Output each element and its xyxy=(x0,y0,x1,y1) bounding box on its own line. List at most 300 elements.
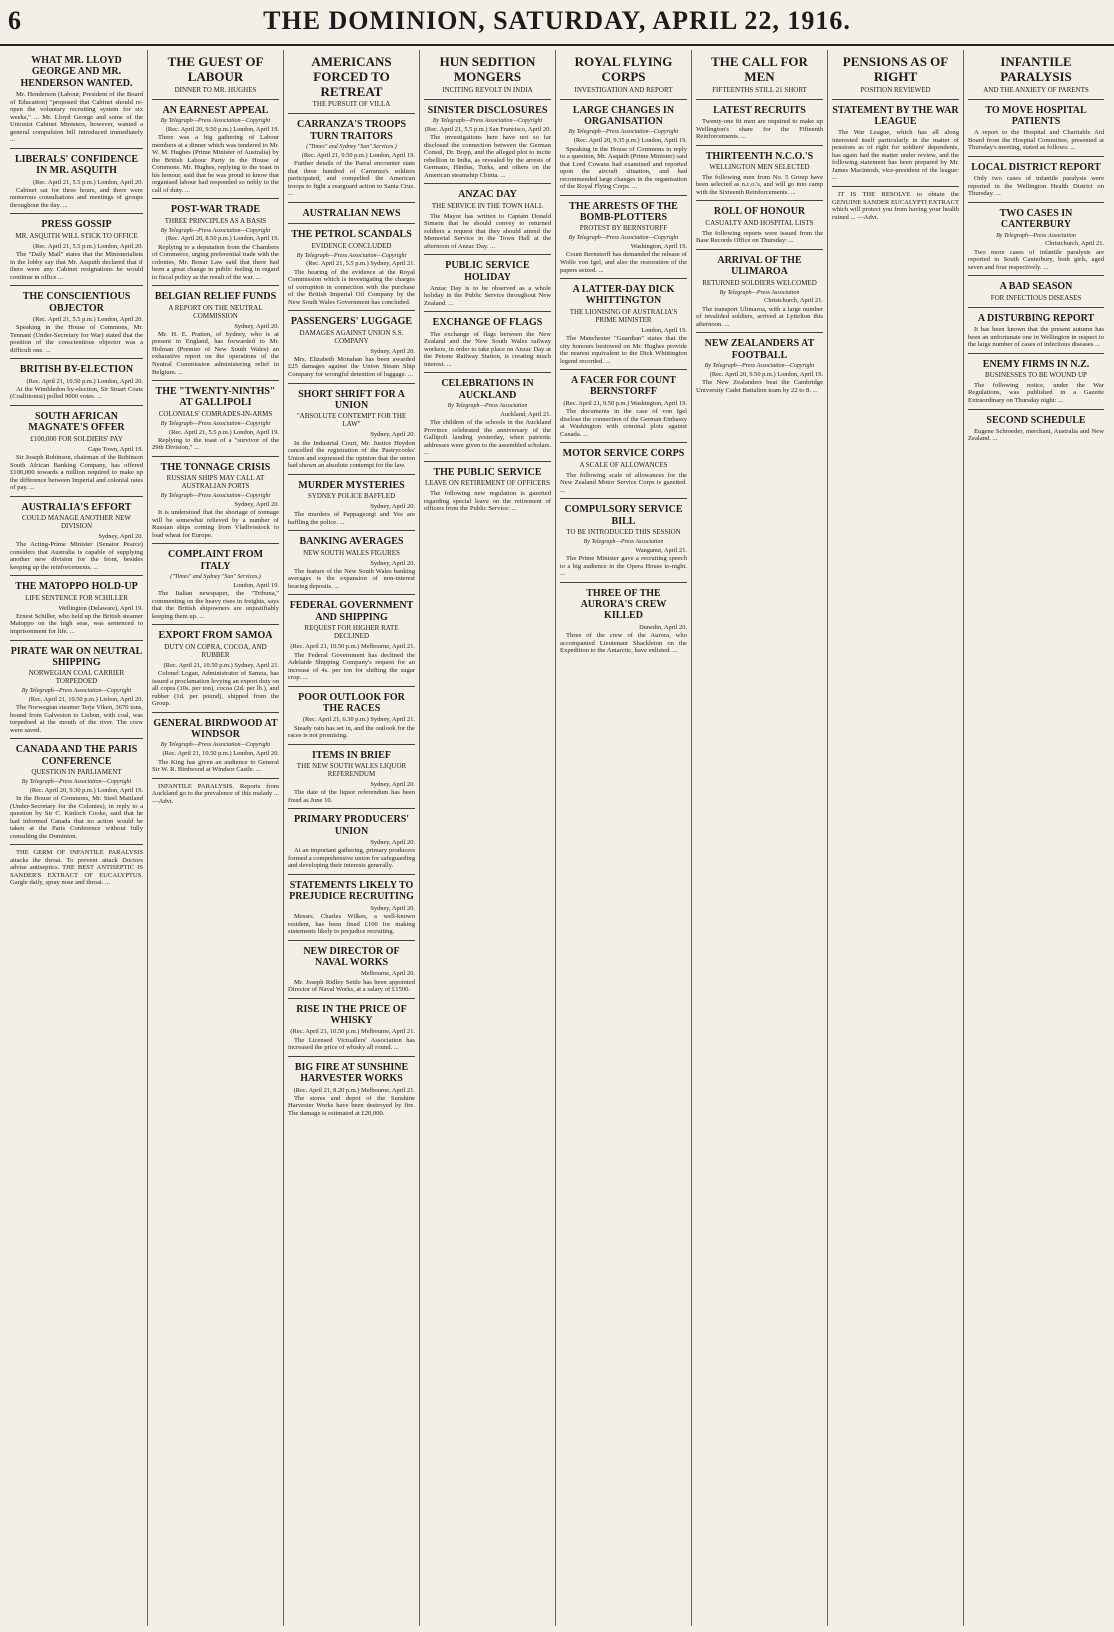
headline: BIG FIRE AT SUNSHINE HARVESTER WORKS xyxy=(294,1061,409,1085)
article xyxy=(152,543,279,620)
byline: By Telegraph—Press Association—Copyright xyxy=(568,235,679,242)
article xyxy=(288,202,415,219)
article xyxy=(10,213,143,281)
dateline: Washington, April 19. xyxy=(630,243,687,251)
divider xyxy=(832,99,959,100)
dateline: (Rec. April 20, 8.50 p.m.) London, April 19. xyxy=(165,235,279,243)
byline: By Telegraph—Press Association—Copyright xyxy=(568,129,679,136)
divider xyxy=(696,332,823,333)
column xyxy=(148,50,284,1626)
headline: BELGIAN RELIEF FUNDS xyxy=(154,291,277,303)
divider xyxy=(696,99,823,100)
article-text: Count Bernstorff has demanded the release of Wolfe von Igel, and also the restoration of the papers seized. ... xyxy=(560,251,687,274)
article xyxy=(560,55,687,95)
dateline: (Rec. April 21, 8.20 p.m.) Melbourne, April 21. xyxy=(293,1086,415,1094)
divider xyxy=(560,278,687,279)
divider xyxy=(152,99,279,100)
byline: By Telegraph—Press Association—Copyright xyxy=(296,252,407,259)
divider xyxy=(560,195,687,196)
subheadline: DINNER TO MR. HUGHES xyxy=(174,85,257,94)
divider xyxy=(968,275,1104,276)
divider xyxy=(10,285,143,286)
byline: By Telegraph—Press Association—Copyright xyxy=(432,117,543,124)
article-text: The following new regulation is gazetted regarding special leave on the retirement of officers from the Public Service: ... xyxy=(424,490,551,513)
byline: By Telegraph—Press Association—Copyright xyxy=(21,779,132,786)
divider xyxy=(560,498,687,499)
article-text: THE GERM OF INFANTILE PARALYSIS attacks the throat. To prevent attack Doctors advise antiseptics. THE BEST ANTISEPTIC IS SANDER'S EXTRACT OF EUCALYPTUS. Gargle daily, spray nose and throat. ... xyxy=(10,849,143,887)
headline: POOR OUTLOOK FOR THE RACES xyxy=(298,691,405,714)
article xyxy=(968,307,1104,349)
article xyxy=(288,686,415,740)
article-text: Speaking in the House of Commons, Mr. Tennant (Under-Secretary for War) stated that the position of the conscientious objector was a difficult one. ... xyxy=(10,324,143,354)
headline: HUN SEDITION MONGERS xyxy=(439,54,536,84)
article-text: The Manchester "Guardian" states that the city honours bestowed on Mr. Hughes provide the nearest equivalent to the Dick Whittington legend recorded. ... xyxy=(560,335,687,365)
article xyxy=(968,55,1104,95)
divider xyxy=(968,202,1104,203)
article xyxy=(560,99,687,191)
divider xyxy=(10,738,143,739)
subheadline: CASUALTY AND HOSPITAL LISTS xyxy=(705,218,814,227)
divider xyxy=(10,358,143,359)
article-text: Speaking in the House of Commons in reply to a question, Mr. Asquith (Prime Minister) said that Lord Cowans had examined and reported upon the aircraft situation, and had recommended large changes in the organisation of the Royal Flying Corps. ... xyxy=(560,145,687,191)
page-number: 6 xyxy=(8,6,21,35)
article xyxy=(288,1056,415,1118)
article xyxy=(968,99,1104,152)
headline: STATEMENTS LIKELY TO PREJUDICE RECRUITING xyxy=(289,879,414,903)
article-text: The stores and depot of the Sunshine Harvester Works have been destroyed by fire. The damage is estimated at £20,000. xyxy=(288,1094,415,1117)
article xyxy=(832,186,959,221)
headline: AUSTRALIA'S EFFORT xyxy=(21,501,132,513)
headline: NEW ZEALANDERS AT FOOTBALL xyxy=(704,338,815,361)
subheadline: A REPORT ON THE NEUTRAL COMMISSION xyxy=(168,303,263,320)
article-text: In the Industrial Court, Mr. Justice Heydon cancelled the registration of the Pastrycooks' Union and expressed the opinion that the union had shown an absolute contempt for the law. xyxy=(288,439,415,470)
headline: THE PUBLIC SERVICE xyxy=(433,466,542,478)
article-text: Anzac Day is to be observed as a whole holiday in the Public Service throughout New Zealand. ... xyxy=(424,284,551,307)
dateline: (Rec. April 21, 10.50 p.m.) Melbourne, April 21. xyxy=(290,643,415,651)
headline: ANZAC DAY xyxy=(458,189,517,201)
headline: SINISTER DISCLOSURES xyxy=(427,104,548,116)
article xyxy=(10,844,143,887)
divider xyxy=(288,530,415,531)
dateline: (Rec. April 21, 5.5 p.m.) London, April 20. xyxy=(32,242,143,250)
headline: A LATTER-DAY DICK WHITTINGTON xyxy=(572,284,675,307)
subheadline: NEW SOUTH WALES FIGURES xyxy=(303,548,400,557)
article-text: It has been known that the present autumn has been an unfortunate one in Wellington in respect to the large number of cases of infectious diseases ... xyxy=(968,326,1104,349)
article xyxy=(10,640,143,735)
divider xyxy=(152,712,279,713)
subheadline: FIFTEENTHS STILL 21 SHORT xyxy=(712,85,807,94)
byline: By Telegraph—Press Association—Copyright xyxy=(160,227,271,234)
headline: LATEST RECRUITS xyxy=(713,104,806,116)
article-text: INFANTILE PARALYSIS. Reports from Auckland go to the prevalence of this malady ... —Advt. xyxy=(152,782,279,805)
article-text: The following notice, under the War Regulations, was published in a Gazette Extraordinary on Thursday night: ... xyxy=(968,381,1104,404)
headline: THE CONSCIENTIOUS OBJECTOR xyxy=(22,291,131,314)
subheadline: THREE PRINCIPLES AS A BASIS xyxy=(164,216,267,225)
article xyxy=(288,530,415,590)
article xyxy=(968,156,1104,198)
article-text: Cabinet sat for three hours, and there were numerous consultations and meetings of groups throughout the day. ... xyxy=(10,186,143,209)
article xyxy=(288,474,415,527)
article-text: The Federal Government has declined the Adelaide Shipping Company's request for an increase of 4s. per ton for shifting the sugar crop. ... xyxy=(288,651,415,682)
dateline: London, April 19. xyxy=(233,582,279,590)
article xyxy=(832,99,959,182)
article-text: The Mayor has written to Captain Donald Simson that he should convey to returned soldiers a request that they should attend the Memorial Service in the Town Hall at the afternoon of Anzac Day. ... xyxy=(424,212,551,250)
subheadline: THE NEW SOUTH WALES LIQUOR REFERENDUM xyxy=(296,762,407,779)
divider xyxy=(10,148,143,149)
headline: BANKING AVERAGES xyxy=(299,536,404,548)
columns-container xyxy=(6,50,1108,1626)
article-text: The following men from No. 5 Group have been selected as n.c.o.'s, and will go into camp with the Sixteenth Reinforcements. ... xyxy=(696,173,823,196)
divider xyxy=(152,624,279,625)
column xyxy=(828,50,964,1626)
article-text: The date of the liquor referendum has been fixed as June 10. xyxy=(288,789,415,804)
article-text: The Licensed Victuallers' Association has increased the price of whisky all round. ... xyxy=(288,1036,415,1052)
article xyxy=(10,496,143,572)
subheadline: QUESTION IN PARLIAMENT xyxy=(31,768,122,777)
divider xyxy=(968,307,1104,308)
headline: THE "TWENTY-NINTHS" AT GALLIPOLI xyxy=(155,386,276,409)
article xyxy=(152,712,279,774)
subheadline: £100,000 FOR SOLDIERS' PAY xyxy=(30,434,123,443)
dateline: (Rec. April 21, 10.50 p.m.) London, April 20. xyxy=(26,377,143,385)
headline: FEDERAL GOVERNMENT AND SHIPPING xyxy=(289,600,414,623)
article-text: The Norwegian steamer Terje Viken, 3670 tons, bound from Galveston to Lisbon, with coal, was torpedoed at the mouth of the river. The crew were saved. xyxy=(10,704,143,734)
headline: TWO CASES IN CANTERBURY xyxy=(999,207,1073,231)
headline: GENERAL BIRDWOOD AT WINDSOR xyxy=(153,717,278,740)
divider xyxy=(10,496,143,497)
subheadline: INCITING REVOLT IN INDIA xyxy=(442,85,533,94)
article xyxy=(10,55,143,144)
subheadline: PROTEST BY BERNSTORFF xyxy=(579,224,668,233)
divider xyxy=(288,808,415,809)
article xyxy=(288,808,415,870)
article-text: The Acting-Prime Minister (Senator Pearce) considers that Australia is capable of supplying another new division for the front, besides keeping up the reinforcements. ... xyxy=(10,541,143,571)
headline: STATEMENT BY THE WAR LEAGUE xyxy=(832,104,959,127)
divider xyxy=(288,874,415,875)
divider xyxy=(696,249,823,250)
headline: THE ARRESTS OF THE BOMB-PLOTTERS xyxy=(569,200,678,223)
dateline: (Rec. April 21, 10.50 p.m.) London, April 20. xyxy=(162,750,279,758)
article xyxy=(152,624,279,707)
subheadline: MR. ASQUITH WILL STICK TO OFFICE xyxy=(15,231,138,240)
divider xyxy=(288,940,415,941)
headline: CANADA AND THE PARIS CONFERENCE xyxy=(15,744,138,767)
article xyxy=(560,278,687,365)
article xyxy=(288,874,415,936)
divider xyxy=(152,380,279,381)
divider xyxy=(288,998,415,999)
article xyxy=(10,575,143,635)
subheadline: INVESTIGATION AND REPORT xyxy=(574,85,673,94)
dateline: Christchurch, April 21. xyxy=(1045,240,1104,248)
divider xyxy=(288,1056,415,1057)
article-text: Steady rain has set in, and the outlook for the races is not promising. xyxy=(288,724,415,740)
subheadline: DUTY ON COPRA, COCOA, AND RUBBER xyxy=(164,642,267,659)
article xyxy=(152,99,279,195)
article xyxy=(696,249,823,328)
article xyxy=(288,940,415,994)
dateline: (Rec. April 21, 5.5 p.m.) London, April 19. xyxy=(168,428,279,436)
article xyxy=(10,285,143,354)
headline: EXCHANGE OF FLAGS xyxy=(432,317,543,329)
article-text: The following scale of allowances for the New Zealand Motor Service Corps is gazetted. ... xyxy=(560,471,687,494)
headline: COMPULSORY SERVICE BILL xyxy=(564,504,683,527)
article-text: The hearing of the evidence at the Royal Commission which is investigating the charges of corruption in connection with the purchase of the British Imperial Oil Company by the New South Wales Government has concluded. xyxy=(288,268,415,306)
column xyxy=(556,50,692,1626)
headline: A BAD SEASON xyxy=(999,281,1073,293)
byline: ("Times" and Sydney "Sun" Services.) xyxy=(306,144,397,151)
divider xyxy=(424,183,551,184)
headline: SOUTH AFRICAN MAGNATE'S OFFER xyxy=(28,410,125,434)
divider xyxy=(832,186,959,187)
article xyxy=(424,55,551,95)
article-text: The transport Ulimaroa, with a large number of invalided soldiers, arrived at Lyttelton this afternoon. ... xyxy=(696,305,823,328)
headline: WHAT MR. LLOYD GEORGE AND MR. HENDERSON WANTED. xyxy=(20,55,133,89)
article xyxy=(10,738,143,840)
headline: AMERICANS FORCED TO RETREAT xyxy=(311,54,392,99)
subheadline: A SCALE OF ALLOWANCES xyxy=(579,460,668,469)
headline: THE TONNAGE CRISIS xyxy=(160,461,271,473)
headline: PENSIONS AS OF RIGHT xyxy=(842,54,949,84)
dateline: Sydney, April 20. xyxy=(234,322,279,330)
dateline: Sydney, April 20. xyxy=(370,781,415,788)
article xyxy=(560,498,687,577)
byline: ("Times" and Sydney "Sun" Services.) xyxy=(170,574,261,581)
article xyxy=(696,200,823,244)
dateline: (Rec. April 21, 9.50 p.m.) Washington, April 19. xyxy=(563,399,687,407)
article-text: The War League, which has all along interested itself particularly in the matter of pensions as of right for soldiers' dependents, has again had the matter under review, and the following statement has been prepared by Mr. James Macintosh, vice-president of the league: ... xyxy=(832,129,959,182)
article-text: The exchange of flags between the New Zealand and the New South Wales railway workers, in order to take place on Anzac Day at the Petone Railway Station, is creating much interest. ... xyxy=(424,330,551,368)
headline: PUBLIC SERVICE HOLIDAY xyxy=(445,260,530,283)
headline: MOTOR SERVICE CORPS xyxy=(562,448,685,460)
article xyxy=(696,145,823,197)
article-text: Eugene Schroeder, merchant, Australia and New Zealand. ... xyxy=(968,427,1104,443)
dateline: Melbourne, April 20. xyxy=(361,970,415,978)
headline: ROLL OF HONOUR xyxy=(713,206,806,218)
divider xyxy=(10,213,143,214)
divider xyxy=(424,461,551,462)
article xyxy=(10,148,143,210)
headline: EXPORT FROM SAMOA xyxy=(158,630,273,642)
divider xyxy=(288,223,415,224)
subheadline: BUSINESSES TO BE WOUND UP xyxy=(985,371,1087,379)
dateline: (Rec. April 21, 5.5 p.m.) Sydney, April 21. xyxy=(306,260,415,268)
article-text: The documents in the case of von Igel disclose the connection of the German Embassy at Washington with criminal plots against Canada. ... xyxy=(560,408,687,438)
article xyxy=(288,55,415,109)
subheadline: NORWEGIAN COAL CARRIER TORPEDOED xyxy=(28,669,125,686)
headline: PIRATE WAR ON NEUTRAL SHIPPING xyxy=(10,645,143,668)
divider xyxy=(968,409,1104,410)
subheadline: SYDNEY POLICE BAFFLED xyxy=(307,491,396,500)
article-text: It is understood that the shortage of tonnage will be somewhat relieved by a number of Russian ships coming from Vladivostock to load wheat for Europe. xyxy=(152,509,279,539)
article-text: The investigations here have not so far disclosed the connection between the German Consul, Dr. Bopp, and the alleged plot to incite rebellion in India, as revealed by the arrests of Germans, Hindus, Turks, and others on the American steamship Chinta. ... xyxy=(424,134,551,179)
subheadline: TO BE INTRODUCED THIS SESSION xyxy=(566,527,681,536)
headline: SECOND SCHEDULE xyxy=(986,414,1086,426)
article xyxy=(968,202,1104,271)
headline: INFANTILE PARALYSIS xyxy=(1000,54,1072,84)
article xyxy=(288,310,415,378)
subheadline: "ABSOLUTE CONTEMPT FOR THE LAW" xyxy=(296,412,407,429)
divider xyxy=(560,442,687,443)
divider xyxy=(288,594,415,595)
article xyxy=(424,461,551,513)
dateline: (Rec. April 21, 10.50 p.m.) Melbourne, April 21. xyxy=(290,1028,415,1036)
subheadline: RUSSIAN SHIPS MAY CALL AT AUSTRALIAN PORTS xyxy=(166,474,265,491)
article-text: In the House of Commons, Mr. Steel Maitland (Under-Secretary for the Colonies), in reply to a question by Sir C. Kinloch Cooke, said that he had informed Canada that no action would be taken at the Paris Conference without fully consulting the Dominion. xyxy=(10,795,143,840)
article xyxy=(968,409,1104,443)
dateline: Christchurch, April 21. xyxy=(764,297,823,305)
article xyxy=(560,195,687,274)
dateline: Sydney, April 20. xyxy=(370,839,415,847)
article xyxy=(832,55,959,95)
masthead-title: THE DOMINION, SATURDAY, APRIL 22, 1916. xyxy=(263,6,851,35)
headline: LARGE CHANGES IN ORGANISATION xyxy=(572,104,675,127)
headline: THE PETROL SCANDALS xyxy=(291,229,412,241)
dateline: (Rec. April 21, 5.5 p.m.) London, April 20. xyxy=(32,315,143,323)
article xyxy=(696,55,823,95)
article xyxy=(288,594,415,681)
article-text: Mr. Joseph Ridley Settle has been appointed Director of Naval Works, at a salary of £1500. xyxy=(288,978,415,994)
article-text: The Prime Minister gave a recruiting speech to a big audience in the Opera House to-night. ... xyxy=(560,555,687,578)
headline: ROYAL FLYING CORPS xyxy=(574,54,673,84)
article-text: Messrs. Charles Wilkes, a well-known resident, has been fined £100 for making statements likely to prejudice recruiting. xyxy=(288,913,415,936)
divider xyxy=(696,145,823,146)
divider xyxy=(152,543,279,544)
dateline: Sydney, April 20. xyxy=(370,431,415,439)
subheadline: DAMAGES AGAINST UNION S.S. COMPANY xyxy=(299,328,404,345)
headline: PASSENGERS' LUGGAGE xyxy=(290,316,413,328)
byline: By Telegraph—Press Association xyxy=(996,232,1076,239)
article xyxy=(424,372,551,456)
article-text: The "Daily Mail" states that the Ministerialists in the lobby say that Mr. Asquith declared that if there were any Cabinet resignations he would continue in office ... xyxy=(10,251,143,281)
article-text: At the Wimbledon by-election, Sir Stuart Coats (Coalitionist) polled 9000 votes. ... xyxy=(10,385,143,401)
article xyxy=(10,405,143,492)
dateline: (Rec. April 20, 9.30 p.m.) London, April 19. xyxy=(29,786,143,794)
article-text: Three of the crew of the Aurora, who accompanied Lieutenant Shackleton on the Expedition to the Antarctic, have enlisted. ... xyxy=(560,632,687,655)
divider xyxy=(152,456,279,457)
headline: COMPLAINT FROM ITALY xyxy=(167,549,264,572)
article xyxy=(968,275,1104,302)
article xyxy=(10,358,143,401)
divider xyxy=(152,285,279,286)
column xyxy=(284,50,420,1626)
divider xyxy=(968,156,1104,157)
column xyxy=(420,50,556,1626)
headline: PRIMARY PRODUCERS' UNION xyxy=(293,814,410,837)
dateline: Sydney, April 20. xyxy=(234,501,279,509)
dateline: (Rec. April 20, 9.35 p.m.) London, April 19. xyxy=(573,137,687,145)
subheadline: RETURNED SOLDIERS WELCOMED xyxy=(702,278,817,287)
divider xyxy=(10,640,143,641)
subheadline: LEAVE ON RETIREMENT OF OFFICERS xyxy=(425,479,550,488)
dateline: Sydney, April 20. xyxy=(370,559,415,567)
divider xyxy=(560,369,687,370)
article xyxy=(288,383,415,470)
article-text: Twenty-one fit men are required to make up Wellington's share for the Fifteenth Reinforcements. ... xyxy=(696,117,823,141)
byline: By Telegraph—Press Association—Copyright xyxy=(160,493,271,500)
dateline: Auckland, April 21. xyxy=(500,411,551,419)
divider xyxy=(152,778,279,779)
article-text: Sir Joseph Robinson, chairman of the Robinson South African Banking Company, has offered £100,000 towards a million required to make up the difference between Imperial and colonial rates of pay. ... xyxy=(10,454,143,492)
dateline: Sydney, April 20. xyxy=(98,532,143,540)
article xyxy=(152,380,279,452)
article-text: Ernest Schiller, who held up the British steamer Matoppo on the high seas, was sentenced to imprisonment for life. ... xyxy=(10,612,143,635)
article xyxy=(152,55,279,95)
headline: SHORT SHRIFT FOR A UNION xyxy=(298,388,405,411)
column xyxy=(6,50,148,1626)
divider xyxy=(288,202,415,203)
headline: LIBERALS' CONFIDENCE IN MR. ASQUITH xyxy=(14,153,139,177)
article xyxy=(152,198,279,281)
divider xyxy=(288,474,415,475)
article xyxy=(424,99,551,180)
dateline: (Rec. April 20, 9.50 p.m.) London, April 19. xyxy=(165,125,279,133)
divider xyxy=(560,99,687,100)
article-text: The children of the schools in the Auckland Province celebrated the anniversary of the Gallipoli landing yesterday, when patriotic addresses were given to the assembled scholars. ... xyxy=(424,419,551,457)
article xyxy=(152,285,279,376)
headline: THE GUEST OF LABOUR xyxy=(167,54,264,84)
divider xyxy=(288,744,415,745)
article xyxy=(288,223,415,306)
divider xyxy=(424,254,551,255)
article-text: Mr. Henderson (Labour, President of the Board of Education) "proposed that Cabinet should re-open the voluntary recruiting system for six weeks," ... Mr. Lloyd George and some of the Unionist Cabinet Ministers, however, wanted a general compulsion bill introduced immediately ... xyxy=(10,91,143,144)
dateline: Sydney, April 20. xyxy=(370,904,415,912)
article-text: The King has given an audience to General Sir W. R. Birdwood at Windsor Castle. ... xyxy=(152,758,279,774)
article xyxy=(152,778,279,806)
divider xyxy=(288,383,415,384)
subheadline: COLONIALS' COMRADES-IN-ARMS xyxy=(158,409,273,418)
headline: POST-WAR TRADE xyxy=(170,204,261,216)
divider xyxy=(560,582,687,583)
article-text: The Italian newspaper, the "Tribuna," commenting on the heavy rises in freights, says that the British shipowners are unjustifiably keeping them up. ... xyxy=(152,590,279,620)
article xyxy=(288,998,415,1052)
divider xyxy=(288,113,415,114)
article xyxy=(152,456,279,540)
byline: By Telegraph—Press Association xyxy=(719,289,800,296)
byline: By Telegraph—Press Association xyxy=(583,538,664,545)
subheadline: WELLINGTON MEN SELECTED xyxy=(709,162,810,171)
divider xyxy=(10,405,143,406)
headline: BRITISH BY-ELECTION xyxy=(19,364,134,376)
divider xyxy=(424,372,551,373)
article xyxy=(696,332,823,394)
divider xyxy=(424,311,551,312)
masthead xyxy=(0,0,1114,46)
divider xyxy=(152,198,279,199)
subheadline: FOR INFECTIOUS DISEASES xyxy=(990,293,1082,302)
byline: By Telegraph—Press Association—Copyright xyxy=(704,363,815,370)
article xyxy=(424,183,551,250)
article-text: Mrs. Elizabeth Monahan has been awarded £25 damages against the Union Steam Ship Company for wrongful detention of luggage. ... xyxy=(288,355,415,378)
headline: NEW DIRECTOR OF NAVAL WORKS xyxy=(303,945,400,968)
article xyxy=(560,582,687,655)
article xyxy=(424,254,551,307)
headline: AN EARNEST APPEAL xyxy=(162,104,269,116)
subheadline: THE SERVICE IN THE TOWN HALL xyxy=(431,201,544,210)
article xyxy=(288,744,415,805)
headline: CELEBRATIONS IN AUCKLAND xyxy=(441,378,534,401)
article-text: The feature of the New South Wales banking averages is the expansion of non-interest bearing deposits. ... xyxy=(288,567,415,590)
article xyxy=(560,442,687,494)
article-text: Further details of the Parral encounter state that three hundred of Carranza's soldiers participated, and compelled the American troops to fight a rearguard action to Santa Cruz. ... xyxy=(288,160,415,198)
subheadline: COULD MANAGE ANOTHER NEW DIVISION xyxy=(21,514,132,530)
article-text: A report to the Hospital and Charitable Aid Board from the Hospital Committee, presented at Thursday's meeting, stated as follows: ... xyxy=(968,129,1104,152)
headline: LOCAL DISTRICT REPORT xyxy=(971,161,1101,173)
dateline: (Rec. April 21, 5.5 p.m.) San Francisco, April 20. xyxy=(424,125,551,133)
subheadline: LIFE SENTENCE FOR SCHILLER xyxy=(25,593,128,602)
divider xyxy=(968,353,1104,354)
headline: A DISTURBING REPORT xyxy=(977,312,1095,324)
